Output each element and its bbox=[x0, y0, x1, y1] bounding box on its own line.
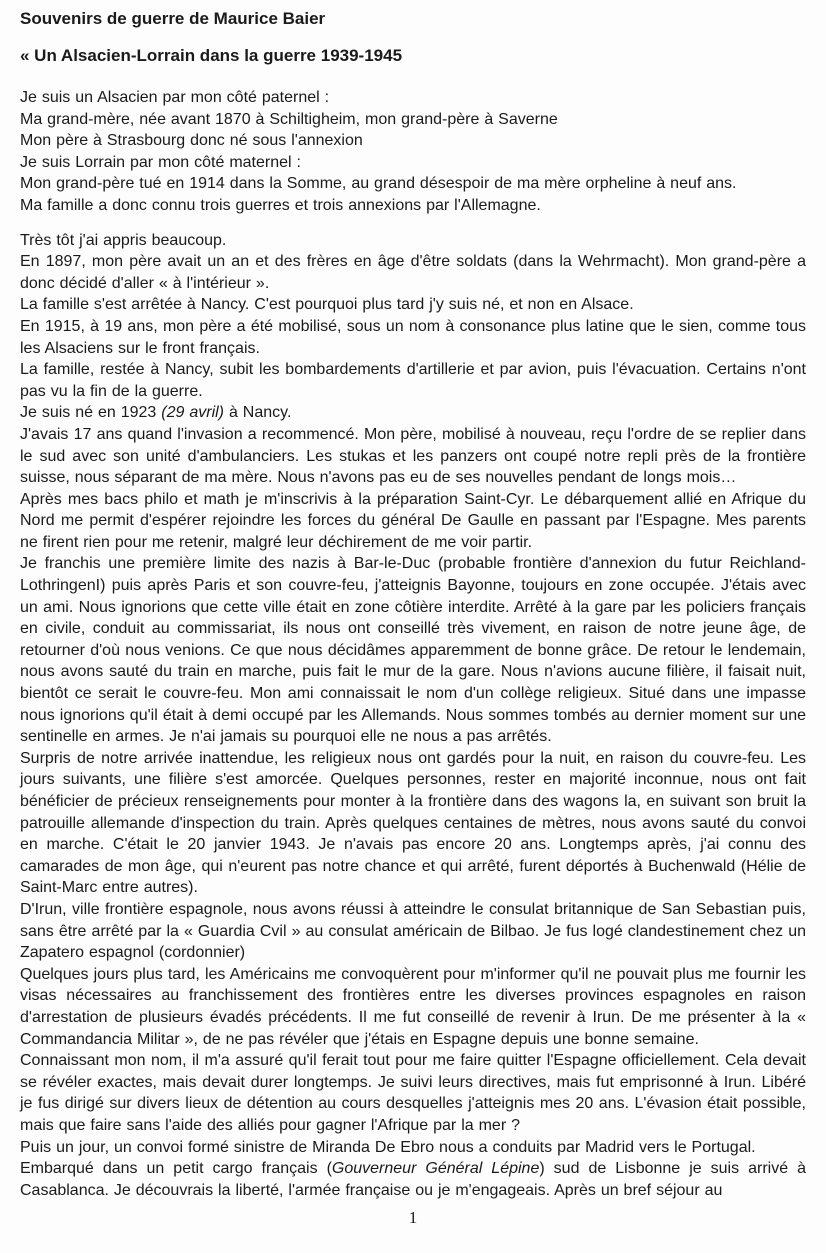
paragraph bbox=[20, 195, 806, 217]
text-run: En 1897, mon père avait un an et des frères en âge d'être soldats (dans la Wehrmacht). Mon grand-père a donc décidé d'aller « à l'intérieur ». bbox=[20, 253, 806, 292]
text-run: Très tôt j'ai appris beaucoup. bbox=[20, 231, 227, 249]
document-title: Souvenirs de guerre de Maurice Baier bbox=[20, 9, 326, 28]
paragraph bbox=[20, 402, 806, 424]
italic-text-run: Gouverneur Général Lépine bbox=[331, 1160, 540, 1178]
paragraph bbox=[20, 359, 806, 402]
text-run: Connaissant mon nom, il m'a assuré qu'il ferait tout pour me faire quitter l'Espagne officiellement. Cela devait se révéler exactes, mais devait durer longtemps. Je suivi leurs directives, mais fut emprisonné à Irun. Libéré je fus dirigé sur divers lieux de détention au cours desquelles j'atteignis mes 20 ans. L'évasion était possible, mais que faire sans l'aide des alliés pour gagner l'Afrique par la mer ? bbox=[20, 1052, 806, 1134]
text-run: En 1915, à 19 ans, mon père a été mobilisé, sous un nom à consonance plus latine que le sien, comme tous les Alsaciens sur le front français. bbox=[20, 317, 806, 357]
page-number: 1 bbox=[408, 1208, 418, 1227]
text-run: Mon père à Strasbourg donc né sous l'annexion bbox=[20, 132, 363, 150]
paragraph bbox=[20, 424, 806, 489]
text-run: Puis un jour, un convoi formé sinistre de Miranda De Ebro nous a conduits par Madrid vers le Portugal. bbox=[20, 1138, 756, 1156]
text-run: à Nancy. bbox=[224, 404, 292, 422]
paragraph bbox=[20, 173, 806, 195]
paragraph bbox=[20, 1050, 806, 1136]
text-run: ) sud de Lisbonne je suis arrivé à Casablanca. Je découvrais la liberté, l'armée française ou je m'engageais. Après un bref séjour au bbox=[20, 1160, 806, 1199]
text-run: Surpris de notre arrivée inattendue, les religieux nous ont gardés pour la nuit, en raison du couvre-feu. Les jours suivants, une filière s'est amorcée. Quelques personnes, rester en majorité inconnue, nous ont fait bénéficier de précieux renseignements pour monter à la frontière dans des wagons la, en suivant son bruit la patrouille allemande d'inspection du train. Après quelques centaines de mètres, nous avons sauté du convoi en marche. C'était le 20 janvier 1943. Je n'avais pas encore 20 ans. Longtemps après, j'ai connu des camarades de mon âge, qui n'eurent pas notre chance et qui arrêté, furent déportés à Buchenwald (Hélie de Saint-Marc entre autres). bbox=[20, 749, 806, 897]
paragraph bbox=[20, 899, 806, 964]
paragraph bbox=[20, 230, 806, 252]
text-run: Quelques jours plus tard, les Américains me convoquèrent pour m'informer qu'il ne pouvait plus me fournir les visas nécessaires au franchissement des frontières entre les diverses provinces espagnoles en raison d'arrestation de plusieurs évadés précédents. Il me fut conseillé de revenir à Irun. De me présenter à la « Commandancia Militar », de ne pas révéler que j'étais en Espagne depuis une bonne semaine. bbox=[20, 965, 806, 1048]
paragraph bbox=[20, 152, 806, 174]
document-subtitle: « Un Alsacien-Lorrain dans la guerre 1939-1945 bbox=[20, 46, 403, 65]
text-run: La famille s'est arrêtée à Nancy. C'est pourquoi plus tard j'y suis né, et non en Alsace. bbox=[20, 296, 634, 314]
paragraph bbox=[20, 130, 806, 152]
paragraph bbox=[20, 251, 806, 294]
text-run: Mon grand-père tué en 1914 dans la Somme, au grand désespoir de ma mère orpheline à neuf ans. bbox=[20, 175, 737, 193]
paragraph bbox=[20, 553, 806, 747]
paragraph bbox=[20, 1158, 806, 1201]
text-run: Embarqué dans un petit cargo français ( bbox=[20, 1160, 332, 1178]
italic-text-run: (29 avril) bbox=[161, 404, 224, 422]
text-run: Je suis né en 1923 bbox=[20, 404, 162, 422]
paragraph bbox=[20, 489, 806, 554]
text-run: La famille, restée à Nancy, subit les bombardements d'artillerie et par avion, puis l'évacuation. Certains n'ont pas vu la fin de la guerre. bbox=[20, 361, 806, 400]
text-run: Je suis Lorrain par mon côté maternel : bbox=[20, 153, 301, 171]
text-run: Je franchis une première limite des nazis à Bar-le-Duc (probable frontière d'annexion du futur Reichland-LothringenI) puis après Paris et son couvre-feu, j'atteignis Bayonne, toujours en zone occupée. J'étais avec un ami. Nous ignorions que cette ville était en zone côtière interdite. Arrêté à la gare par les policiers français en civile, conduit au commissariat, ils nous ont conseillé très vivement, en raison de notre jeune âge, de retourner d'où nous venions. Ce que nous décidâmes apparemment de bonne grâce. De retour le lendemain, nous avons sauté du train en marche, puis fait le mur de la gare. Nous n'avions aucune filière, il faisait nuit, bientôt ce serait le couvre-feu. Mon ami connaissait le nom d'un collège religieux. Situé dans une impasse nous ignorions qu'il était à demi occupé par les Allemands. Nous sommes tombés au dernier moment sur une sentinelle en armes. Je n'ai jamais su pourquoi elle ne nous a pas arrêtés. bbox=[20, 555, 806, 746]
text-run: Ma famille a donc connu trois guerres et trois annexions par l'Allemagne. bbox=[20, 196, 541, 214]
paragraph bbox=[20, 1137, 806, 1159]
paragraph bbox=[20, 748, 806, 899]
text-run: Après mes bacs philo et math je m'inscrivis à la préparation Saint-Cyr. Le débarquement allié en Afrique du Nord me permit d'espérer rejoindre les forces du général De Gaulle en passant par l'Espagne. Mes parents ne firent rien pour me retenir, malgré leur déchirement de me voir partir. bbox=[20, 490, 806, 551]
document-body bbox=[20, 87, 806, 1201]
text-run: Ma grand-mère, née avant 1870 à Schiltigheim, mon grand-père à Saverne bbox=[20, 110, 558, 128]
text-run: Je suis un Alsacien par mon côté paternel : bbox=[20, 89, 330, 106]
text-run: D'Irun, ville frontière espagnole, nous avons réussi à atteindre le consulat britannique de San Sebastian puis, sans être arrêté par la « Guardia Cvil » au consulat américain de Bilbao. Je fus logé clandestinement chez un Zapatero espagnol (cordonnier) bbox=[20, 900, 806, 962]
paragraph bbox=[20, 87, 806, 109]
text-run: J'avais 17 ans quand l'invasion a recommencé. Mon père, mobilisé à nouveau, reçu l'ordre de se replier dans le sud avec son unité d'ambulanciers. Les stukas et les panzers ont coupé notre repli près de la frontière suisse, nous séparant de ma mère. Nous n'avons pas eu de ses nouvelles pendant de longs mois… bbox=[20, 425, 806, 487]
paragraph bbox=[20, 109, 806, 131]
paragraph bbox=[20, 294, 806, 316]
paragraph bbox=[20, 964, 806, 1050]
paragraph bbox=[20, 316, 806, 359]
